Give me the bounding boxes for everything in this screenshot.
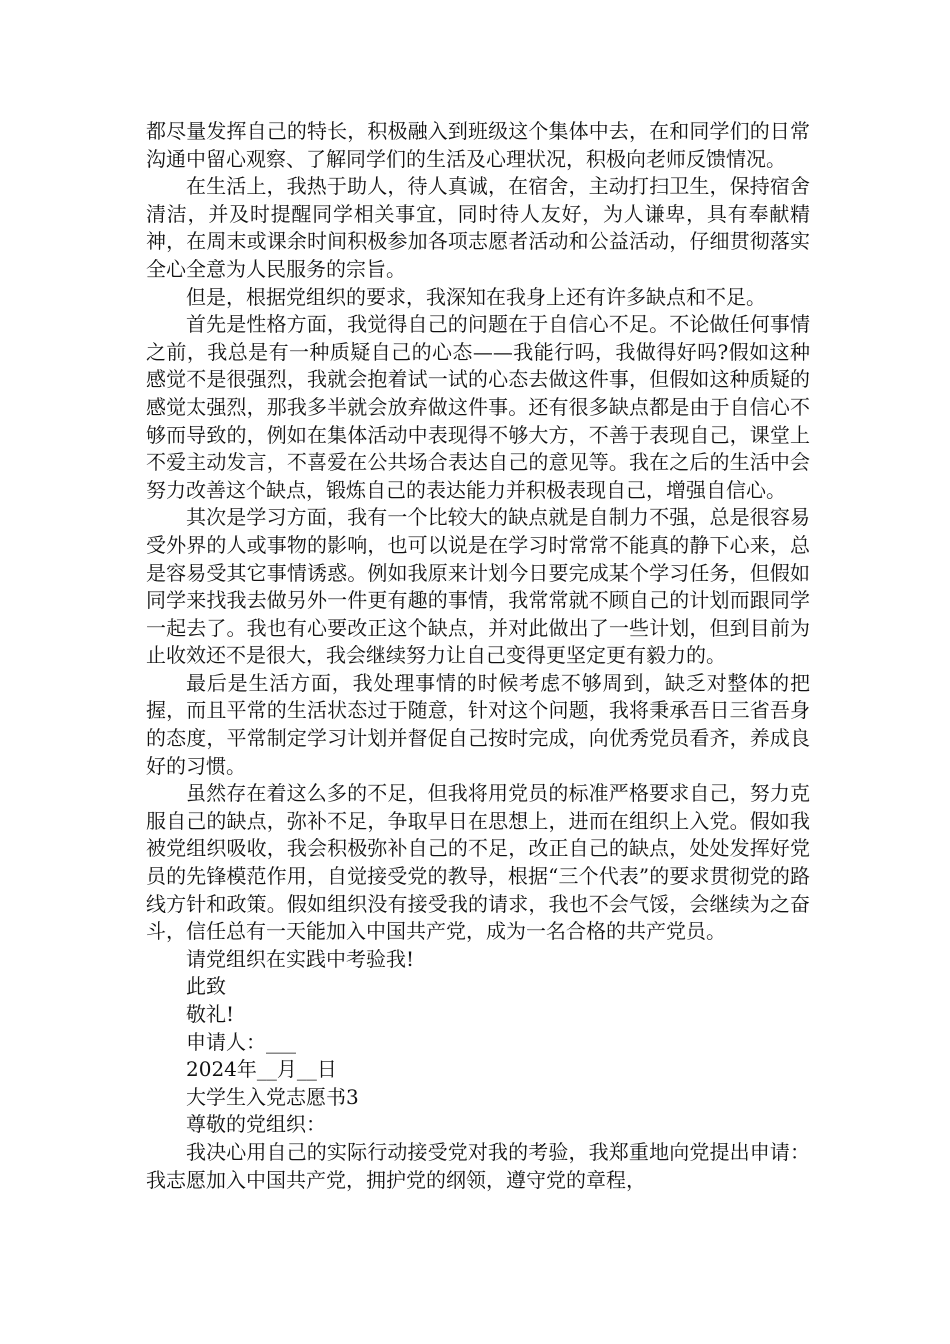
applicant-line: 申请人：___ — [186, 1029, 296, 1054]
paragraph: 其次是学习方面，我有一个比较大的缺点就是自制力不强，总是很容易受外界的人或事物的影响，也可以说是在学习时常常不能真的静下心来，总是容易受其它事情诱惑。例如我原来计划今日要完成某个学习任务，但假如同学来找我去做另外一件更有趣的事情，我常常就不顾自己的计划而跟同学一起去了。我也有心要改正这个缺点，并对此做出了一些计划，但到目前为止收效还不是很大，我会继续努力让自己变得更坚定更有毅力的。 — [146, 505, 810, 668]
section-title: 大学生入党志愿书3 — [186, 1084, 359, 1109]
paragraph: 我决心用自己的实际行动接受党对我的考验，我郑重地向党提出申请：我志愿加入中国共产党，拥护党的纲领，遵守党的章程， — [146, 1139, 810, 1192]
greeting: 尊敬的党组织： — [186, 1112, 326, 1137]
paragraph: 最后是生活方面，我处理事情的时候考虑不够周到，缺乏对整体的把握，而且平常的生活状态过于随意，针对这个问题，我将秉承吾日三省吾身的态度，平常制定学习计划并督促自己按时完成，向优秀党员看齐，养成良好的习惯。 — [146, 670, 810, 778]
paragraph: 在生活上，我热于助人，待人真诚，在宿舍，主动打扫卫生，保持宿舍清洁，并及时提醒同学相关事宜，同时待人友好，为人谦卑，具有奉献精神，在周末或课余时间积极参加各项志愿者活动和公益活动，仔细贯彻落实全心全意为人民服务的宗旨。 — [146, 174, 810, 281]
paragraph: 虽然存在着这么多的不足，但我将用党员的标准严格要求自己，努力克服自己的缺点，弥补不足，争取早日在思想上，进而在组织上入党。假如我被党组织吸收，我会积极弥补自己的不足，改正自己的缺点，处处发挥好党员的先锋模范作用，自觉接受党的教导，根据“三个代表”的要求贯彻党的路线方针和政策。假如组织没有接受我的请求，我也不会气馁，会继续为之奋斗，信任总有一天能加入中国共产党，成为一名合格的共产党员。 — [146, 781, 810, 944]
document-body — [146, 118, 810, 1194]
salutation-jingli: 敬礼! — [186, 1002, 235, 1026]
paragraph: 都尽量发挥自己的特长，积极融入到班级这个集体中去，在和同学们的日常沟通中留心观察、了解同学们的生活及心理状况，积极向老师反馈情况。 — [146, 119, 810, 171]
paragraph: 首先是性格方面，我觉得自己的问题在于自信心不足。不论做任何事情之前，我总是有一种质疑自己的心态——我能行吗，我做得好吗?假如这种感觉不是很强烈，我就会抱着试一试的心态去做这件事，但假如这种质疑的感觉太强烈，那我多半就会放弃做这件事。还有很多缺点都是由于自信心不够而导致的，例如在集体活动中表现得不够大方，不善于表现自己，课堂上不爱主动发言，不喜爱在公共场合表达自己的意见等。我在之后的生活中会努力改善这个缺点，锻炼自己的表达能力并积极表现自己，增强自信心。 — [146, 312, 810, 502]
closing-request: 请党组织在实践中考验我! — [186, 946, 415, 971]
paragraph: 但是，根据党组织的要求，我深知在我身上还有许多缺点和不足。 — [186, 284, 766, 309]
date-line: 2024年__月__日 — [186, 1057, 337, 1082]
salutation-cizhi: 此致 — [186, 974, 226, 999]
